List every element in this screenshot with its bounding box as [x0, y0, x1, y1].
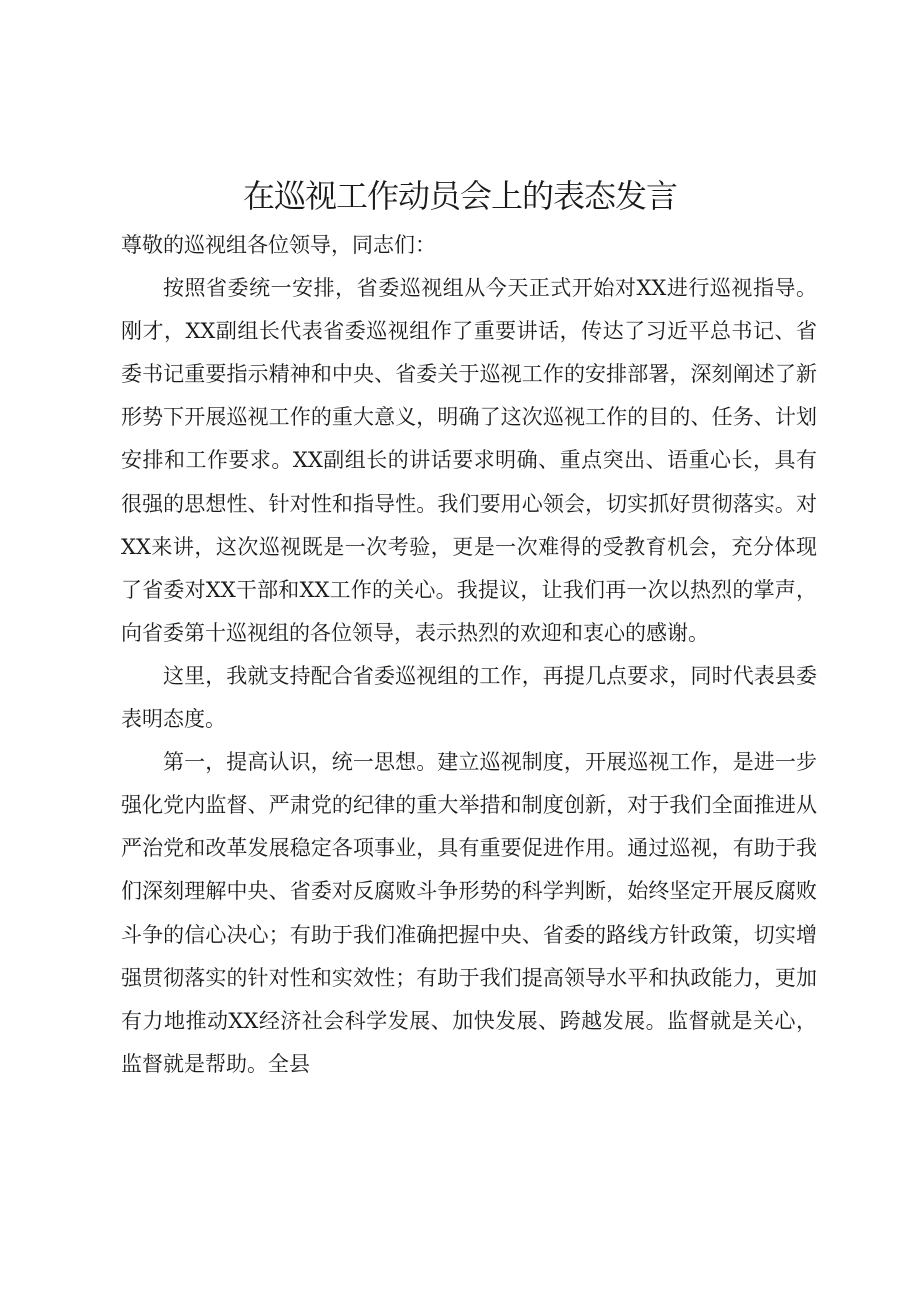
document-body [121, 224, 817, 1086]
paragraph-2: 这里，我就支持配合省委巡视组的工作，再提几点要求，同时代表县委表明态度。 [121, 663, 817, 732]
paragraph-1: 按照省委统一安排，省委巡视组从今天正式开始对XX进行巡视指导。刚才，XX副组长代表省委巡视组作了重要讲话，传达了习近平总书记、省委书记重要指示精神和中央、省委关于巡视工作的安排部署，深刻阐述了新形势下开展巡视工作的重大意义，明确了这次巡视工作的目的、任务、计划安排和工作要求。XX副组长的讲话要求明确、重点突出、语重心长，具有很强的思想性、针对性和指导性。我们要用心领会，切实抓好贯彻落实。对XX来讲，这次巡视既是一次考验，更是一次难得的受教育机会，充分体现了省委对XX干部和XX工作的关心。我提议，让我们再一次以热烈的掌声，向省委第十巡视组的各位领导，表示热烈的欢迎和衷心的感谢。 [121, 276, 817, 645]
paragraph-3: 第一，提高认识，统一思想。建立巡视制度，开展巡视工作，是进一步强化党内监督、严肃党的纪律的重大举措和制度创新，对于我们全面推进从严治党和改革发展稳定各项事业，具有重要促进作用。通过巡视，有助于我们深刻理解中央、省委对反腐败斗争形势的科学判断，始终坚定开展反腐败斗争的信心决心；有助于我们准确把握中央、省委的路线方针政策，切实增强贯彻落实的针对性和实效性；有助于我们提高领导水平和执政能力，更加有力地推动XX经济社会科学发展、加快发展、跨越发展。监督就是关心，监督就是帮助。全县 [121, 750, 817, 1076]
salutation: 尊敬的巡视组各位领导，同志们： [121, 233, 436, 257]
document-title: 在巡视工作动员会上的表态发言 [242, 177, 677, 215]
